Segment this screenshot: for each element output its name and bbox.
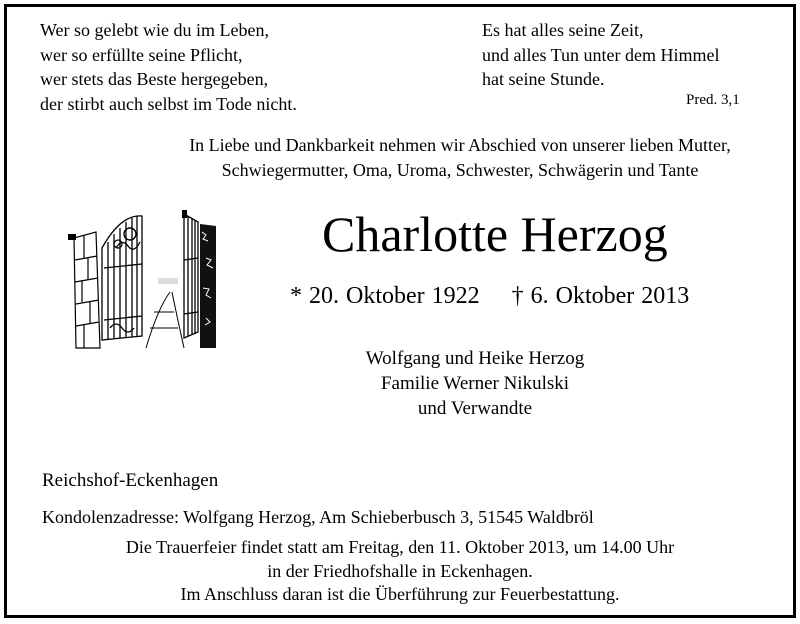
poem-right-line: hat seine Stunde. xyxy=(482,69,605,89)
intro-line: Schwiegermutter, Oma, Uroma, Schwester, Schwägerin und Tante xyxy=(221,159,699,180)
life-dates xyxy=(290,283,689,310)
mourner-line: Familie Werner Nikulski xyxy=(380,373,570,394)
poem-right-line: Es hat alles seine Zeit, xyxy=(482,20,644,40)
ceremony-info xyxy=(0,536,800,607)
death-date: † 6. Oktober 2013 xyxy=(511,283,690,309)
poem-left-line: wer stets das Beste hergegeben, xyxy=(40,69,269,89)
ceremony-line: Die Trauerfeier findet statt am Freitag, den 11. Oktober 2013, um 14.00 Uhr xyxy=(125,537,675,557)
intro-line: In Liebe und Dankbarkeit nehmen wir Abschied von unserer lieben Mutter, xyxy=(189,135,731,155)
poem-left-line: wer so erfüllte seine Pflicht, xyxy=(40,44,243,65)
mourners xyxy=(330,346,620,421)
ceremony-line: in der Friedhofshalle in Eckenhagen. xyxy=(267,560,533,581)
poem-right xyxy=(482,18,720,92)
poem-left xyxy=(40,18,297,116)
mourner-line: Wolfgang und Heike Herzog xyxy=(365,348,585,369)
intro-text xyxy=(120,133,800,182)
place: Reichshof-Eckenhagen xyxy=(42,470,219,491)
poem-right-line: und alles Tun unter dem Himmel xyxy=(482,44,720,65)
mourner-line: und Verwandte xyxy=(417,398,533,419)
garden-gate-icon xyxy=(66,208,218,350)
poem-left-line: der stirbt auch selbst im Tode nicht. xyxy=(40,93,297,114)
condolence-address: Kondolenzadresse: Wolfgang Herzog, Am Schieberbusch 3, 51545 Waldbröl xyxy=(42,507,594,527)
poem-source: Pred. 3,1 xyxy=(686,92,740,108)
ceremony-line: Im Anschluss daran ist die Überführung zur Feuerbestattung. xyxy=(180,584,620,604)
birth-date: * 20. Oktober 1922 xyxy=(290,283,480,309)
deceased-name: Charlotte Herzog xyxy=(322,206,668,262)
poem-left-line: Wer so gelebt wie du im Leben, xyxy=(40,20,269,40)
